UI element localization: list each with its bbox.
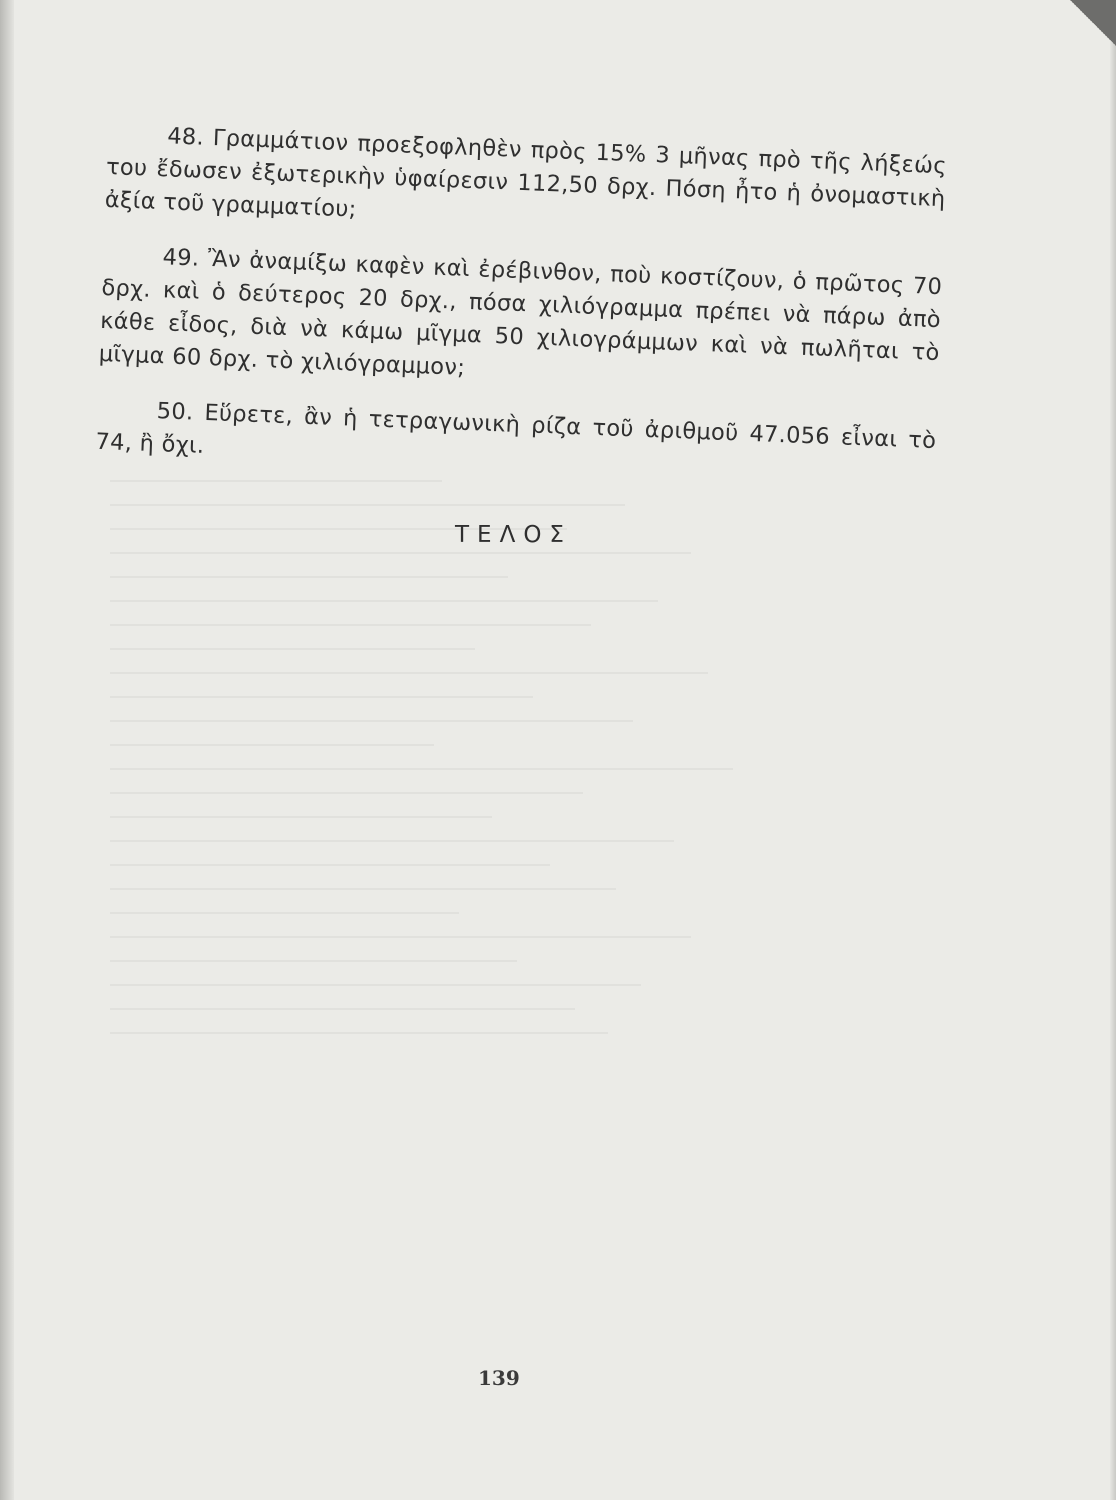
- page-right-edge: [1110, 0, 1116, 1500]
- show-through-text: [110, 480, 940, 1360]
- problem-49: 49. Ἂν ἀναμίξω καφὲν καὶ ἐρέβινθον, ποὺ κοστίζουν, ὁ πρῶτος 70 δρχ. καὶ ὁ δεύτερος 20 δρχ., πόσα χιλιόγραμμα πρέπει νὰ πάρω ἀπὸ κάθε εἶδος, διὰ νὰ κάμω μῖγμα 50 χιλιογράμμων καὶ νὰ πωλῆται τὸ μῖγμα 60 δρχ. τὸ χιλιόγραμμον;: [98, 244, 943, 381]
- page-corner: [1070, 0, 1116, 46]
- problem-50: 50. Εὕρετε, ἂν ἡ τετραγωνικὴ ρίζα τοῦ ἀριθμοῦ 47.056 εἶναι τὸ 74, ἢ ὄχι.: [95, 398, 937, 459]
- page-number: 139: [478, 1366, 520, 1390]
- problem-48: 48. Γραμμάτιον προεξοφληθὲν πρὸς 15% 3 μῆνας πρὸ τῆς λήξεώς του ἔδωσεν ἐξωτερικὴν ὑφαίρεσιν 112,50 δρχ. Πόση ἦτο ἡ ὀνομαστικὴ ἀξία τοῦ γραμματίου;: [104, 123, 948, 223]
- end-title: ΤΕΛΟΣ: [455, 522, 572, 548]
- page-left-shadow: [0, 0, 14, 1500]
- problems-list: [94, 118, 947, 513]
